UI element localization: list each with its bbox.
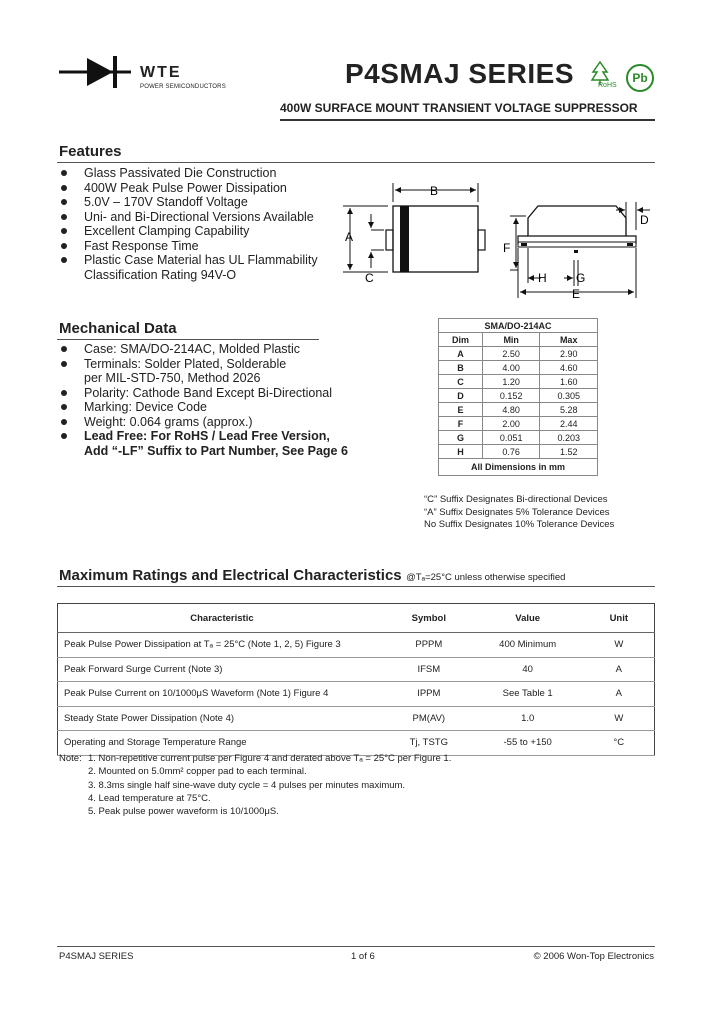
footer-left: P4SMAJ SERIES [59,951,134,962]
dim-label-a: A [345,230,354,244]
logo-text: WTE [140,64,182,81]
suffix-note: “A” Suffix Designates 5% Tolerance Devices [424,506,610,518]
ratings-condition: @Tₐ=25°C unless otherwise specified [406,572,566,583]
list-item: Weight: 0.064 grams (approx.) [59,415,359,430]
column-header: Dim [439,333,483,347]
dim-label-b: B [430,184,439,198]
footnotes-list [88,752,658,818]
list-item [59,268,329,283]
list-item: Terminals: Solder Plated, Solderable [59,357,359,372]
footnote: 1. Non-repetitive current pulse per Figure 4 and derated above Tₐ = 25°C per Figure 1. [88,753,452,764]
suffix-notes [424,494,664,532]
list-item: 400W Peak Pulse Power Dissipation [59,181,329,196]
features-heading: Features [59,143,122,160]
table-row: Operating and Storage Temperature Range Tj, TSTG -55 to +150 °C [58,731,655,756]
page-number: 1 of 6 [351,951,375,962]
list-item: Add “-LF” Suffix to Part Number, See Page 6 [84,443,348,458]
column-header: Unit [584,604,655,633]
diode-logo-icon [57,54,137,90]
table-row: F 2.00 2.44 [439,417,598,431]
table-row: Peak Pulse Power Dissipation at Tₐ = 25°C (Note 1, 2, 5) Figure 3 PPPM 400 Minimum W [58,633,655,658]
features-rule [57,162,655,163]
footnote: 5. Peak pulse power waveform is 10/1000μS. [88,806,279,818]
page-subtitle: 400W SURFACE MOUNT TRANSIENT VOLTAGE SUPPRESSOR [280,101,638,115]
list-item: Glass Passivated Die Construction [59,166,329,181]
list-item: Plastic Case Material has UL Flammability [59,253,329,268]
logo-subtext: POWER SEMICONDUCTORS [140,84,226,90]
list-item: Case: SMA/DO-214AC, Molded Plastic [59,342,359,357]
pb-text: Pb [632,71,648,85]
table-row: Peak Forward Surge Current (Note 3) IFSM 40 A [58,657,655,682]
list-item: Excellent Clamping Capability [59,224,329,239]
footnote: 2. Mounted on 5.0mm² copper pad to each terminal. [88,766,307,778]
lead-free-badge [626,64,654,92]
footer-rule [57,946,655,947]
ratings-heading-line [59,567,565,585]
table-row: G 0.051 0.203 [439,431,598,445]
package-diagram [338,178,658,303]
table-row: A 2.50 2.90 [439,347,598,361]
dim-label-f: F [503,241,511,255]
features-list [59,166,329,282]
footnote: 3. 8.3ms single half sine-wave duty cycle = 4 pulses per minutes maximum. [88,779,406,791]
dim-label-c: C [365,271,374,285]
list-item: Uni- and Bi-Directional Versions Available [59,210,329,225]
list-item-continuation: Classification Rating 94V-O [84,267,237,282]
mechanical-list [59,342,359,458]
list-item: per MIL-STD-750, Method 2026 [84,371,261,385]
suffix-note: No Suffix Designates 10% Tolerance Devices [424,519,615,530]
ratings-rule [57,586,655,587]
dim-label-g: G [576,271,586,285]
table-row: Steady State Power Dissipation (Note 4) PM(AV) 1.0 W [58,706,655,731]
dimension-table [438,318,598,476]
dim-label-e: E [572,287,581,301]
ratings-heading: Maximum Ratings and Electrical Characteristics [59,567,402,584]
table-row: E 4.80 5.28 [439,403,598,417]
list-item: 5.0V – 170V Standoff Voltage [59,195,329,210]
column-header: Min [482,333,539,347]
footer-copyright: © 2006 Won-Top Electronics [533,951,654,962]
list-item: Fast Response Time [59,239,329,254]
column-header: Max [540,333,598,347]
table-row: C 1.20 1.60 [439,375,598,389]
column-header: Value [472,604,584,633]
table-row: B 4.00 4.60 [439,361,598,375]
list-item: Marking: Device Code [59,400,359,415]
suffix-note: “C” Suffix Designates Bi-directional Devices [424,494,608,505]
table-row: D 0.152 0.305 [439,389,598,403]
rohs-text: RoHS [598,82,617,89]
ratings-table [57,603,655,756]
page-title: P4SMAJ SERIES [345,58,575,89]
dimension-table-footer: All Dimensions in mm [439,459,598,476]
rohs-badge [590,60,618,94]
list-item: Lead Free: For RoHS / Lead Free Version, [59,429,359,444]
dim-label-h: H [538,271,547,285]
column-header: Symbol [386,604,472,633]
column-header: Characteristic [58,604,386,633]
header-rule [280,119,655,121]
notes-label: Note: [59,753,82,764]
dimension-table-title: SMA/DO-214AC [439,319,598,333]
dim-label-d: D [640,213,649,227]
table-row: H 0.76 1.52 [439,445,598,459]
footnote: 4. Lead temperature at 75°C. [88,792,211,804]
table-row: Peak Pulse Current on 10/1000μS Waveform (Note 1) Figure 4 IPPM See Table 1 A [58,682,655,707]
mechanical-rule [57,339,319,340]
mechanical-heading: Mechanical Data [59,320,177,337]
list-item: Polarity: Cathode Band Except Bi-Directional [59,386,359,401]
